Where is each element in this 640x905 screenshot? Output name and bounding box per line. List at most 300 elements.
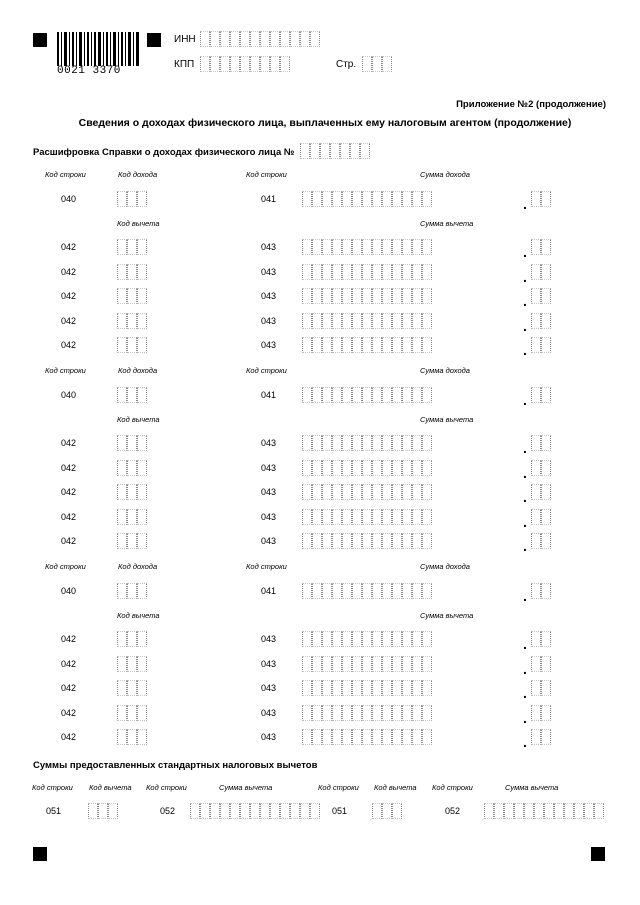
input-cell[interactable] — [372, 264, 382, 280]
input-cell[interactable] — [541, 387, 551, 403]
input-cell[interactable] — [302, 509, 312, 525]
input-cell[interactable] — [541, 313, 551, 329]
input-cell[interactable] — [322, 509, 332, 525]
deduction-sum-field-kopecks[interactable] — [531, 705, 551, 721]
input-cell[interactable] — [137, 729, 147, 745]
input-cell[interactable] — [117, 509, 127, 525]
input-cell[interactable] — [342, 337, 352, 353]
input-cell[interactable] — [127, 484, 137, 500]
input-cell[interactable] — [352, 313, 362, 329]
input-cell[interactable] — [332, 288, 342, 304]
input-cell[interactable] — [392, 460, 402, 476]
input-cell[interactable] — [382, 729, 392, 745]
input-cell[interactable] — [117, 288, 127, 304]
deduction-sum-field-kopecks[interactable] — [531, 239, 551, 255]
input-cell[interactable] — [342, 533, 352, 549]
input-cell[interactable] — [352, 337, 362, 353]
input-cell[interactable] — [240, 31, 250, 47]
input-cell[interactable] — [382, 460, 392, 476]
input-cell[interactable] — [312, 264, 322, 280]
input-cell[interactable] — [541, 729, 551, 745]
input-cell[interactable] — [332, 656, 342, 672]
input-cell[interactable] — [541, 264, 551, 280]
input-cell[interactable] — [322, 435, 332, 451]
input-cell[interactable] — [531, 533, 541, 549]
input-cell[interactable] — [230, 56, 240, 72]
input-cell[interactable] — [412, 729, 422, 745]
deduction-sum-field-rubles[interactable] — [302, 435, 432, 451]
input-cell[interactable] — [382, 484, 392, 500]
input-cell[interactable] — [372, 484, 382, 500]
input-cell[interactable] — [117, 435, 127, 451]
input-cell[interactable] — [362, 288, 372, 304]
input-cell[interactable] — [332, 680, 342, 696]
deduction-sum-field-rubles[interactable] — [302, 680, 432, 696]
input-cell[interactable] — [270, 56, 280, 72]
deduction-sum-field-kopecks[interactable] — [531, 460, 551, 476]
input-cell[interactable] — [117, 387, 127, 403]
input-cell[interactable] — [402, 191, 412, 207]
input-cell[interactable] — [312, 387, 322, 403]
input-cell[interactable] — [541, 680, 551, 696]
input-cell[interactable] — [514, 803, 524, 819]
input-cell[interactable] — [382, 680, 392, 696]
input-cell[interactable] — [342, 435, 352, 451]
input-cell[interactable] — [250, 803, 260, 819]
input-cell[interactable] — [382, 803, 392, 819]
input-cell[interactable] — [531, 337, 541, 353]
input-cell[interactable] — [342, 288, 352, 304]
input-cell[interactable] — [332, 313, 342, 329]
input-cell[interactable] — [392, 729, 402, 745]
deduction-sum-field-kopecks[interactable] — [531, 680, 551, 696]
deduction-code-field[interactable] — [117, 680, 147, 696]
input-cell[interactable] — [412, 656, 422, 672]
input-cell[interactable] — [117, 484, 127, 500]
input-cell[interactable] — [402, 680, 412, 696]
input-cell[interactable] — [382, 239, 392, 255]
deduction-code-field[interactable] — [117, 264, 147, 280]
input-cell[interactable] — [117, 239, 127, 255]
deduction-code-field[interactable] — [117, 656, 147, 672]
input-cell[interactable] — [352, 387, 362, 403]
deduction-sum-field-rubles[interactable] — [302, 705, 432, 721]
input-cell[interactable] — [88, 803, 98, 819]
input-cell[interactable] — [564, 803, 574, 819]
input-cell[interactable] — [117, 631, 127, 647]
input-cell[interactable] — [531, 656, 541, 672]
input-cell[interactable] — [531, 460, 541, 476]
input-cell[interactable] — [302, 656, 312, 672]
deduction-code-field[interactable] — [117, 509, 147, 525]
input-cell[interactable] — [332, 484, 342, 500]
input-cell[interactable] — [322, 239, 332, 255]
input-cell[interactable] — [127, 288, 137, 304]
deduction-sum-field-kopecks[interactable] — [531, 631, 551, 647]
input-cell[interactable] — [372, 387, 382, 403]
input-cell[interactable] — [190, 803, 200, 819]
input-cell[interactable] — [127, 631, 137, 647]
input-cell[interactable] — [382, 656, 392, 672]
input-cell[interactable] — [220, 803, 230, 819]
input-cell[interactable] — [382, 533, 392, 549]
input-cell[interactable] — [322, 631, 332, 647]
input-cell[interactable] — [352, 191, 362, 207]
input-cell[interactable] — [372, 533, 382, 549]
input-cell[interactable] — [260, 803, 270, 819]
input-cell[interactable] — [127, 337, 137, 353]
input-cell[interactable] — [302, 337, 312, 353]
input-cell[interactable] — [372, 191, 382, 207]
std-right-deduction-sum-field[interactable] — [484, 803, 604, 819]
deduction-sum-field-rubles[interactable] — [302, 484, 432, 500]
input-cell[interactable] — [302, 484, 312, 500]
input-cell[interactable] — [392, 313, 402, 329]
input-cell[interactable] — [541, 484, 551, 500]
deduction-sum-field-kopecks[interactable] — [531, 435, 551, 451]
input-cell[interactable] — [127, 680, 137, 696]
input-cell[interactable] — [127, 729, 137, 745]
input-cell[interactable] — [402, 484, 412, 500]
input-cell[interactable] — [412, 264, 422, 280]
input-cell[interactable] — [137, 631, 147, 647]
deduction-sum-field-rubles[interactable] — [302, 288, 432, 304]
input-cell[interactable] — [137, 509, 147, 525]
input-cell[interactable] — [240, 803, 250, 819]
input-cell[interactable] — [300, 31, 310, 47]
income-sum-field-rubles[interactable] — [302, 583, 432, 599]
input-cell[interactable] — [302, 705, 312, 721]
deduction-code-field[interactable] — [117, 705, 147, 721]
input-cell[interactable] — [372, 435, 382, 451]
input-cell[interactable] — [382, 387, 392, 403]
input-cell[interactable] — [531, 313, 541, 329]
input-cell[interactable] — [372, 56, 382, 72]
input-cell[interactable] — [352, 680, 362, 696]
input-cell[interactable] — [332, 705, 342, 721]
input-cell[interactable] — [541, 460, 551, 476]
input-cell[interactable] — [302, 631, 312, 647]
input-cell[interactable] — [117, 460, 127, 476]
input-cell[interactable] — [392, 509, 402, 525]
input-cell[interactable] — [402, 729, 412, 745]
input-cell[interactable] — [412, 680, 422, 696]
input-cell[interactable] — [200, 56, 210, 72]
input-cell[interactable] — [342, 631, 352, 647]
input-cell[interactable] — [412, 288, 422, 304]
income-sum-field-kopecks[interactable] — [531, 387, 551, 403]
input-cell[interactable] — [412, 435, 422, 451]
input-cell[interactable] — [392, 656, 402, 672]
input-cell[interactable] — [412, 239, 422, 255]
input-cell[interactable] — [541, 583, 551, 599]
input-cell[interactable] — [240, 56, 250, 72]
input-cell[interactable] — [541, 631, 551, 647]
input-cell[interactable] — [342, 313, 352, 329]
deduction-sum-field-kopecks[interactable] — [531, 656, 551, 672]
input-cell[interactable] — [372, 803, 382, 819]
deduction-code-field[interactable] — [117, 337, 147, 353]
input-cell[interactable] — [534, 803, 544, 819]
input-cell[interactable] — [494, 803, 504, 819]
input-cell[interactable] — [422, 509, 432, 525]
income-sum-field-rubles[interactable] — [302, 387, 432, 403]
input-cell[interactable] — [541, 509, 551, 525]
input-cell[interactable] — [332, 337, 342, 353]
input-cell[interactable] — [554, 803, 564, 819]
input-cell[interactable] — [322, 656, 332, 672]
input-cell[interactable] — [302, 313, 312, 329]
income-sum-field-kopecks[interactable] — [531, 583, 551, 599]
input-cell[interactable] — [322, 264, 332, 280]
input-cell[interactable] — [332, 264, 342, 280]
deduction-sum-field-rubles[interactable] — [302, 656, 432, 672]
input-cell[interactable] — [302, 288, 312, 304]
input-cell[interactable] — [402, 288, 412, 304]
input-cell[interactable] — [352, 435, 362, 451]
input-cell[interactable] — [362, 680, 372, 696]
input-cell[interactable] — [312, 680, 322, 696]
input-cell[interactable] — [541, 656, 551, 672]
input-cell[interactable] — [312, 705, 322, 721]
input-cell[interactable] — [137, 337, 147, 353]
input-cell[interactable] — [382, 705, 392, 721]
input-cell[interactable] — [392, 680, 402, 696]
std-right-deduction-code-field[interactable] — [372, 803, 402, 819]
input-cell[interactable] — [584, 803, 594, 819]
input-cell[interactable] — [342, 583, 352, 599]
income-code-field[interactable] — [117, 387, 147, 403]
input-cell[interactable] — [322, 583, 332, 599]
input-cell[interactable] — [372, 705, 382, 721]
input-cell[interactable] — [342, 460, 352, 476]
input-cell[interactable] — [531, 705, 541, 721]
input-cell[interactable] — [422, 460, 432, 476]
input-cell[interactable] — [322, 313, 332, 329]
input-cell[interactable] — [302, 729, 312, 745]
input-cell[interactable] — [302, 387, 312, 403]
input-cell[interactable] — [302, 533, 312, 549]
deduction-sum-field-rubles[interactable] — [302, 313, 432, 329]
input-cell[interactable] — [362, 460, 372, 476]
deduction-sum-field-kopecks[interactable] — [531, 264, 551, 280]
input-cell[interactable] — [422, 484, 432, 500]
input-cell[interactable] — [117, 264, 127, 280]
input-cell[interactable] — [531, 288, 541, 304]
input-cell[interactable] — [312, 631, 322, 647]
input-cell[interactable] — [137, 656, 147, 672]
input-cell[interactable] — [312, 460, 322, 476]
input-cell[interactable] — [280, 803, 290, 819]
input-cell[interactable] — [541, 533, 551, 549]
input-cell[interactable] — [342, 729, 352, 745]
deduction-sum-field-rubles[interactable] — [302, 264, 432, 280]
input-cell[interactable] — [372, 239, 382, 255]
input-cell[interactable] — [322, 288, 332, 304]
input-cell[interactable] — [230, 803, 240, 819]
deduction-sum-field-kopecks[interactable] — [531, 533, 551, 549]
input-cell[interactable] — [332, 631, 342, 647]
input-cell[interactable] — [372, 631, 382, 647]
input-cell[interactable] — [402, 313, 412, 329]
input-cell[interactable] — [402, 264, 412, 280]
input-cell[interactable] — [362, 435, 372, 451]
input-cell[interactable] — [137, 583, 147, 599]
input-cell[interactable] — [392, 705, 402, 721]
input-cell[interactable] — [402, 705, 412, 721]
input-cell[interactable] — [392, 288, 402, 304]
input-cell[interactable] — [350, 143, 360, 159]
input-cell[interactable] — [372, 509, 382, 525]
input-cell[interactable] — [280, 31, 290, 47]
input-cell[interactable] — [402, 387, 412, 403]
input-cell[interactable] — [594, 803, 604, 819]
input-cell[interactable] — [412, 387, 422, 403]
input-cell[interactable] — [332, 435, 342, 451]
input-cell[interactable] — [372, 288, 382, 304]
input-cell[interactable] — [137, 313, 147, 329]
input-cell[interactable] — [127, 583, 137, 599]
deduction-code-field[interactable] — [117, 313, 147, 329]
input-cell[interactable] — [312, 656, 322, 672]
input-cell[interactable] — [127, 533, 137, 549]
input-cell[interactable] — [412, 583, 422, 599]
input-cell[interactable] — [362, 631, 372, 647]
input-cell[interactable] — [422, 729, 432, 745]
input-cell[interactable] — [322, 533, 332, 549]
input-cell[interactable] — [137, 533, 147, 549]
deduction-sum-field-rubles[interactable] — [302, 337, 432, 353]
input-cell[interactable] — [312, 288, 322, 304]
input-cell[interactable] — [332, 387, 342, 403]
input-cell[interactable] — [250, 56, 260, 72]
input-cell[interactable] — [332, 583, 342, 599]
input-cell[interactable] — [322, 680, 332, 696]
input-cell[interactable] — [322, 191, 332, 207]
input-cell[interactable] — [372, 583, 382, 599]
input-cell[interactable] — [98, 803, 108, 819]
input-cell[interactable] — [422, 191, 432, 207]
input-cell[interactable] — [127, 239, 137, 255]
input-cell[interactable] — [362, 313, 372, 329]
input-cell[interactable] — [372, 313, 382, 329]
input-cell[interactable] — [541, 288, 551, 304]
input-cell[interactable] — [127, 191, 137, 207]
input-cell[interactable] — [352, 631, 362, 647]
deduction-code-field[interactable] — [117, 484, 147, 500]
input-cell[interactable] — [402, 509, 412, 525]
input-cell[interactable] — [531, 191, 541, 207]
input-cell[interactable] — [260, 31, 270, 47]
input-cell[interactable] — [392, 191, 402, 207]
input-cell[interactable] — [382, 191, 392, 207]
input-cell[interactable] — [137, 191, 147, 207]
input-cell[interactable] — [117, 729, 127, 745]
inn-field[interactable] — [200, 31, 320, 47]
input-cell[interactable] — [422, 264, 432, 280]
deduction-code-field[interactable] — [117, 239, 147, 255]
input-cell[interactable] — [422, 387, 432, 403]
deduction-sum-field-kopecks[interactable] — [531, 313, 551, 329]
input-cell[interactable] — [352, 239, 362, 255]
input-cell[interactable] — [544, 803, 554, 819]
input-cell[interactable] — [382, 337, 392, 353]
input-cell[interactable] — [352, 705, 362, 721]
input-cell[interactable] — [352, 484, 362, 500]
input-cell[interactable] — [382, 288, 392, 304]
input-cell[interactable] — [312, 583, 322, 599]
input-cell[interactable] — [330, 143, 340, 159]
std-left-deduction-sum-field[interactable] — [190, 803, 320, 819]
input-cell[interactable] — [322, 729, 332, 745]
input-cell[interactable] — [322, 705, 332, 721]
input-cell[interactable] — [127, 460, 137, 476]
input-cell[interactable] — [280, 56, 290, 72]
input-cell[interactable] — [137, 264, 147, 280]
input-cell[interactable] — [260, 56, 270, 72]
input-cell[interactable] — [312, 484, 322, 500]
input-cell[interactable] — [392, 484, 402, 500]
input-cell[interactable] — [137, 435, 147, 451]
input-cell[interactable] — [127, 313, 137, 329]
input-cell[interactable] — [422, 705, 432, 721]
input-cell[interactable] — [422, 680, 432, 696]
input-cell[interactable] — [220, 56, 230, 72]
input-cell[interactable] — [362, 583, 372, 599]
input-cell[interactable] — [392, 583, 402, 599]
input-cell[interactable] — [342, 509, 352, 525]
input-cell[interactable] — [402, 631, 412, 647]
input-cell[interactable] — [127, 705, 137, 721]
input-cell[interactable] — [422, 656, 432, 672]
input-cell[interactable] — [312, 435, 322, 451]
deduction-code-field[interactable] — [117, 435, 147, 451]
input-cell[interactable] — [362, 239, 372, 255]
input-cell[interactable] — [342, 387, 352, 403]
input-cell[interactable] — [531, 264, 541, 280]
input-cell[interactable] — [382, 509, 392, 525]
input-cell[interactable] — [382, 631, 392, 647]
input-cell[interactable] — [117, 656, 127, 672]
std-left-deduction-code-field[interactable] — [88, 803, 118, 819]
input-cell[interactable] — [402, 435, 412, 451]
input-cell[interactable] — [382, 56, 392, 72]
deduction-code-field[interactable] — [117, 729, 147, 745]
input-cell[interactable] — [270, 803, 280, 819]
input-cell[interactable] — [117, 583, 127, 599]
input-cell[interactable] — [302, 435, 312, 451]
input-cell[interactable] — [422, 435, 432, 451]
input-cell[interactable] — [531, 239, 541, 255]
input-cell[interactable] — [117, 191, 127, 207]
input-cell[interactable] — [137, 680, 147, 696]
input-cell[interactable] — [524, 803, 534, 819]
income-code-field[interactable] — [117, 191, 147, 207]
input-cell[interactable] — [312, 239, 322, 255]
input-cell[interactable] — [352, 656, 362, 672]
input-cell[interactable] — [117, 337, 127, 353]
input-cell[interactable] — [332, 509, 342, 525]
input-cell[interactable] — [412, 191, 422, 207]
input-cell[interactable] — [372, 337, 382, 353]
page-number-field[interactable] — [362, 56, 392, 72]
input-cell[interactable] — [422, 313, 432, 329]
input-cell[interactable] — [322, 484, 332, 500]
input-cell[interactable] — [302, 680, 312, 696]
input-cell[interactable] — [220, 31, 230, 47]
input-cell[interactable] — [137, 288, 147, 304]
input-cell[interactable] — [531, 583, 541, 599]
